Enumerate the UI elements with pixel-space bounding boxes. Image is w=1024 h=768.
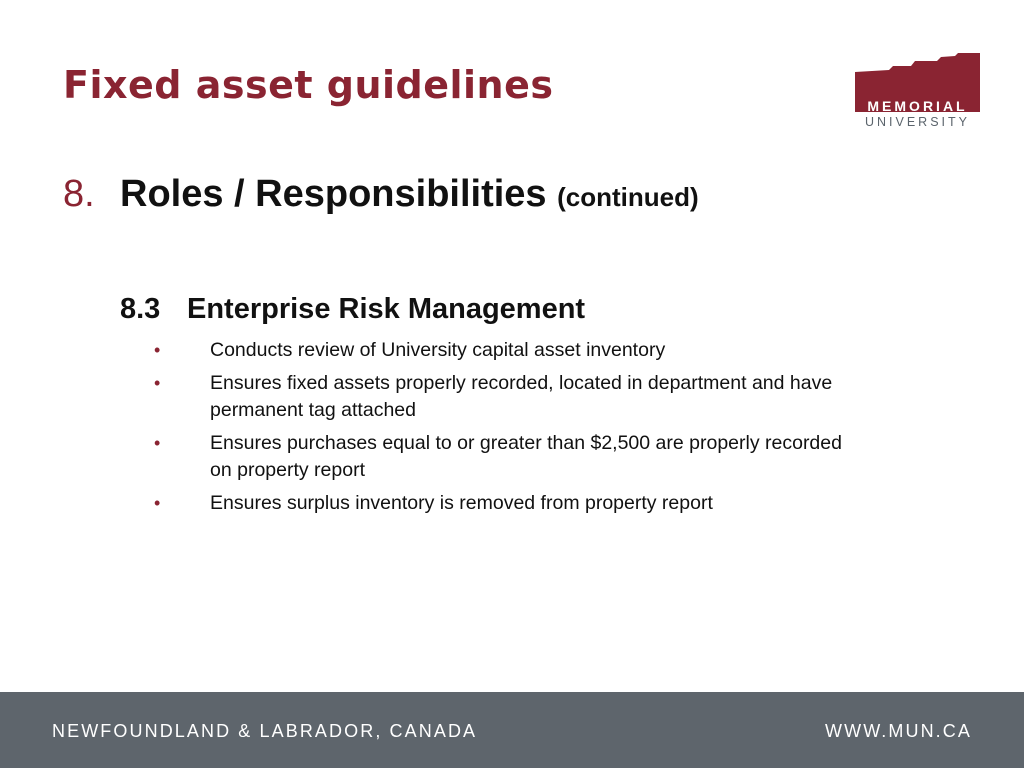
subsection-heading bbox=[120, 290, 585, 328]
subsection-number: 8.3 bbox=[120, 293, 161, 325]
slide-title: Fixed asset guidelines bbox=[63, 63, 554, 107]
memorial-university-logo bbox=[855, 52, 980, 132]
bullet-marker: • bbox=[154, 340, 161, 360]
logo-university-text: UNIVERSITY bbox=[864, 115, 970, 129]
bullet-text: Conducts review of University capital asset inventory bbox=[210, 339, 666, 361]
logo-memorial-text: MEMORIAL bbox=[867, 98, 968, 114]
bullet-text: Ensures fixed assets properly recorded, located in department and have permanent tag attached bbox=[210, 372, 833, 421]
bullet-item bbox=[150, 370, 850, 424]
bullet-list bbox=[150, 337, 850, 523]
bullet-marker: • bbox=[154, 433, 161, 453]
section-suffix: (continued) bbox=[557, 182, 699, 212]
bullet-item bbox=[150, 490, 850, 517]
section-number: 8. bbox=[63, 173, 95, 215]
bullet-item bbox=[150, 337, 850, 364]
section-heading bbox=[63, 171, 699, 220]
bullet-item bbox=[150, 430, 850, 484]
bullet-text: Ensures purchases equal to or greater than $2,500 are properly recorded on property report bbox=[210, 432, 842, 481]
footer-url: WWW.MUN.CA bbox=[825, 721, 972, 741]
footer-bar bbox=[0, 692, 1024, 768]
bullet-text: Ensures surplus inventory is removed from property report bbox=[210, 492, 713, 514]
bullet-marker: • bbox=[154, 493, 161, 513]
subsection-title: Enterprise Risk Management bbox=[187, 293, 586, 325]
footer-location: NEWFOUNDLAND & LABRADOR, CANADA bbox=[52, 721, 478, 741]
bullet-marker: • bbox=[154, 373, 161, 393]
section-title: Roles / Responsibilities bbox=[120, 173, 547, 215]
